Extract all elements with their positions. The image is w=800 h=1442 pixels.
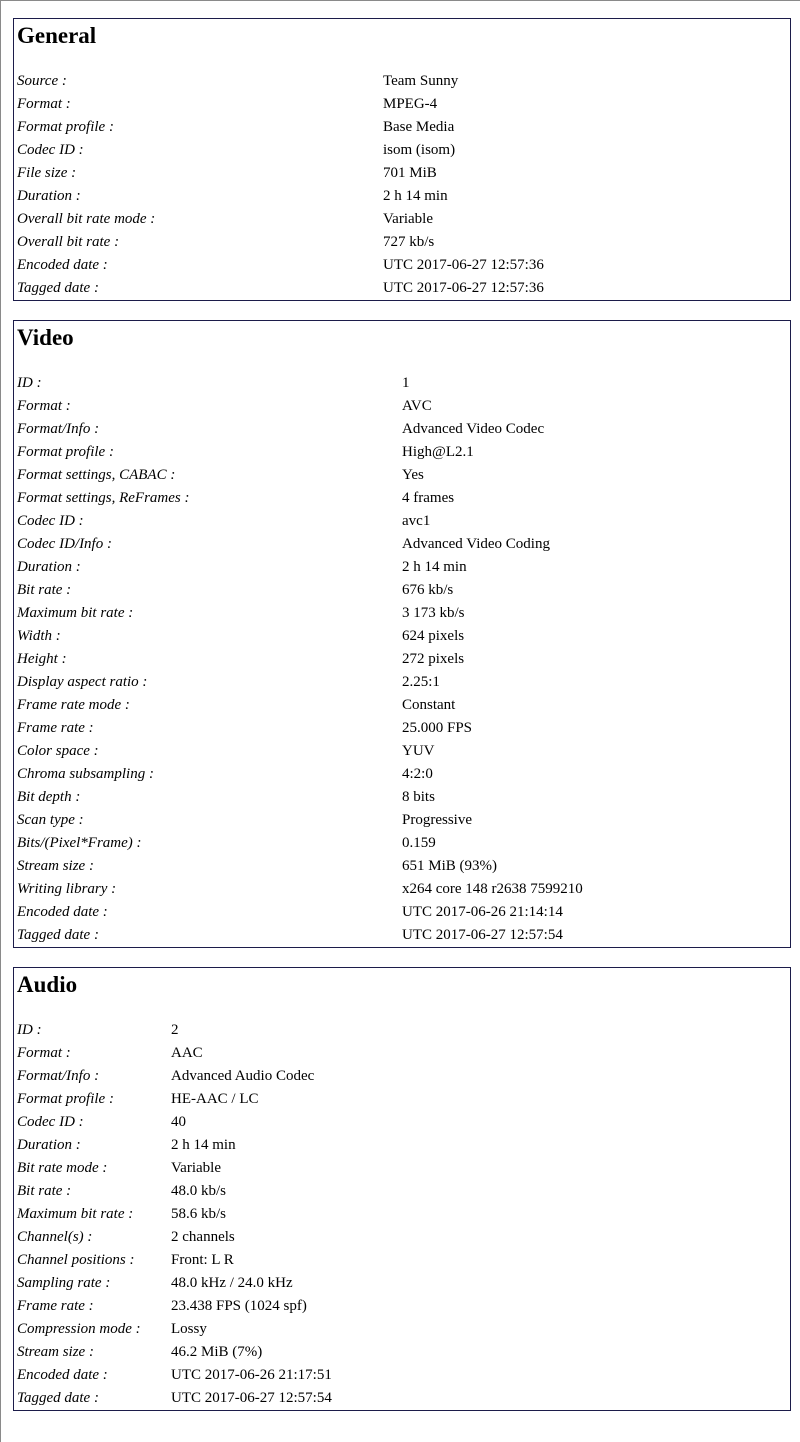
property-value: MPEG-4: [383, 96, 438, 112]
property-value: avc1: [402, 513, 431, 529]
property-label: Source :: [17, 73, 67, 89]
property-value: UTC 2017-06-27 12:57:54: [402, 927, 563, 943]
video-property-row: [17, 855, 790, 878]
property-label: Tagged date :: [17, 927, 99, 943]
audio-property-row: [17, 1341, 790, 1364]
audio-property-row: [17, 1272, 790, 1295]
video-rows: [17, 372, 790, 947]
property-value: Team Sunny: [383, 73, 459, 89]
property-value: 40: [171, 1114, 186, 1130]
property-value: x264 core 148 r2638 7599210: [402, 881, 583, 897]
property-value: 4 frames: [402, 490, 455, 506]
property-value: Lossy: [171, 1321, 207, 1337]
audio-property-row: [17, 1387, 790, 1410]
audio-property-row: [17, 1249, 790, 1272]
video-property-row: [17, 648, 790, 671]
property-value: 701 MiB: [383, 165, 437, 181]
property-label: Format profile :: [17, 1091, 114, 1107]
video-property-row: [17, 395, 790, 418]
property-label: Format profile :: [17, 444, 114, 460]
property-value: Progressive: [402, 812, 472, 828]
audio-property-row: [17, 1203, 790, 1226]
property-label: Compression mode :: [17, 1321, 141, 1337]
video-property-row: [17, 717, 790, 740]
property-label: Frame rate :: [17, 720, 94, 736]
property-value: AVC: [402, 398, 432, 414]
audio-property-row: [17, 1295, 790, 1318]
general-section-title: General: [17, 23, 97, 48]
property-value: 624 pixels: [402, 628, 465, 644]
property-label: Width :: [17, 628, 61, 644]
property-value: UTC 2017-06-27 12:57:54: [171, 1390, 332, 1406]
property-label: Chroma subsampling :: [17, 766, 154, 782]
property-label: Codec ID/Info :: [17, 536, 112, 552]
video-property-row: [17, 441, 790, 464]
property-label: ID :: [17, 1022, 42, 1038]
property-value: 0.159: [402, 835, 436, 851]
property-label: Stream size :: [17, 858, 94, 874]
audio-property-row: [17, 1065, 790, 1088]
video-property-row: [17, 809, 790, 832]
property-label: Overall bit rate :: [17, 234, 120, 250]
property-value: 2 h 14 min: [383, 188, 448, 204]
property-value: isom (isom): [383, 142, 456, 158]
property-label: Sampling rate :: [17, 1275, 111, 1291]
property-value: 2 h 14 min: [402, 559, 467, 575]
property-label: Format/Info :: [17, 1068, 100, 1084]
property-label: Encoded date :: [17, 257, 108, 273]
property-label: Maximum bit rate :: [17, 605, 134, 621]
property-value: 58.6 kb/s: [171, 1206, 227, 1222]
general-property-row: [17, 231, 790, 254]
property-value: 46.2 MiB (7%): [171, 1344, 263, 1360]
video-property-row: [17, 763, 790, 786]
property-label: Stream size :: [17, 1344, 94, 1360]
property-label: Format profile :: [17, 119, 114, 135]
property-value: UTC 2017-06-26 21:14:14: [402, 904, 563, 920]
video-property-row: [17, 533, 790, 556]
property-label: Tagged date :: [17, 1390, 99, 1406]
video-property-row: [17, 740, 790, 763]
property-value: UTC 2017-06-26 21:17:51: [171, 1367, 332, 1383]
property-value: Advanced Video Codec: [402, 421, 545, 437]
property-label: Format/Info :: [17, 421, 100, 437]
property-value: HE-AAC / LC: [171, 1091, 259, 1107]
property-label: Codec ID :: [17, 513, 84, 529]
audio-property-row: [17, 1111, 790, 1134]
property-label: Frame rate :: [17, 1298, 94, 1314]
property-label: Scan type :: [17, 812, 84, 828]
property-label: Bits/(Pixel*Frame) :: [17, 835, 142, 851]
general-property-row: [17, 185, 790, 208]
audio-property-row: [17, 1042, 790, 1065]
property-value: YUV: [402, 743, 435, 759]
general-rows: [17, 70, 790, 300]
property-label: Maximum bit rate :: [17, 1206, 134, 1222]
property-value: 2 channels: [171, 1229, 235, 1245]
property-label: Format :: [17, 1045, 71, 1061]
property-label: Writing library :: [17, 881, 117, 897]
property-value: Front: L R: [171, 1252, 234, 1268]
property-label: Bit rate mode :: [17, 1160, 108, 1176]
property-value: High@L2.1: [402, 444, 474, 460]
property-label: Format :: [17, 96, 71, 112]
property-value: 4:2:0: [402, 766, 433, 782]
property-label: Duration :: [17, 559, 81, 575]
video-property-row: [17, 924, 790, 947]
video-property-row: [17, 418, 790, 441]
property-label: Duration :: [17, 188, 81, 204]
property-value: 3 173 kb/s: [402, 605, 465, 621]
video-section: [13, 320, 791, 948]
property-label: Bit rate :: [17, 1183, 72, 1199]
property-value: 8 bits: [402, 789, 435, 805]
property-value: 2 h 14 min: [171, 1137, 236, 1153]
video-property-row: [17, 556, 790, 579]
property-value: 48.0 kHz / 24.0 kHz: [171, 1275, 293, 1291]
property-label: Tagged date :: [17, 280, 99, 296]
audio-property-row: [17, 1157, 790, 1180]
audio-property-row: [17, 1019, 790, 1042]
property-label: Encoded date :: [17, 904, 108, 920]
property-value: 48.0 kb/s: [171, 1183, 227, 1199]
video-property-row: [17, 878, 790, 901]
property-label: File size :: [17, 165, 77, 181]
property-value: Yes: [402, 467, 424, 483]
property-value: 676 kb/s: [402, 582, 454, 598]
video-property-row: [17, 901, 790, 924]
property-label: Format settings, CABAC :: [17, 467, 176, 483]
video-property-row: [17, 625, 790, 648]
property-value: Advanced Audio Codec: [171, 1068, 315, 1084]
general-property-row: [17, 93, 790, 116]
property-label: Bit depth :: [17, 789, 81, 805]
property-value: 2.25:1: [402, 674, 440, 690]
property-label: Height :: [17, 651, 67, 667]
general-property-row: [17, 254, 790, 277]
property-label: Display aspect ratio :: [17, 674, 148, 690]
property-label: Codec ID :: [17, 142, 84, 158]
property-value: 1: [402, 375, 410, 391]
audio-property-row: [17, 1364, 790, 1387]
property-value: 2: [171, 1022, 179, 1038]
property-label: Format :: [17, 398, 71, 414]
property-value: 727 kb/s: [383, 234, 435, 250]
property-value: 651 MiB (93%): [402, 858, 497, 874]
property-label: Format settings, ReFrames :: [17, 490, 190, 506]
video-property-row: [17, 579, 790, 602]
video-property-row: [17, 464, 790, 487]
audio-property-row: [17, 1180, 790, 1203]
property-value: 23.438 FPS (1024 spf): [171, 1298, 307, 1314]
video-property-row: [17, 694, 790, 717]
property-label: Color space :: [17, 743, 99, 759]
video-property-row: [17, 602, 790, 625]
video-property-row: [17, 372, 790, 395]
video-section-title: Video: [17, 325, 74, 350]
property-value: AAC: [171, 1045, 203, 1061]
property-value: Constant: [402, 697, 456, 713]
property-label: Codec ID :: [17, 1114, 84, 1130]
audio-rows: [17, 1019, 790, 1410]
property-value: 25.000 FPS: [402, 720, 473, 736]
property-value: Advanced Video Coding: [402, 536, 550, 552]
property-label: Channel positions :: [17, 1252, 135, 1268]
general-property-row: [17, 139, 790, 162]
audio-property-row: [17, 1226, 790, 1249]
general-property-row: [17, 162, 790, 185]
general-property-row: [17, 70, 790, 93]
property-value: UTC 2017-06-27 12:57:36: [383, 280, 544, 296]
property-label: Channel(s) :: [17, 1229, 93, 1245]
property-label: Bit rate :: [17, 582, 72, 598]
property-label: Duration :: [17, 1137, 81, 1153]
property-value: Variable: [171, 1160, 221, 1176]
property-label: ID :: [17, 375, 42, 391]
property-value: UTC 2017-06-27 12:57:36: [383, 257, 544, 273]
video-property-row: [17, 671, 790, 694]
property-label: Overall bit rate mode :: [17, 211, 156, 227]
audio-section: [13, 967, 791, 1411]
video-property-row: [17, 487, 790, 510]
audio-property-row: [17, 1134, 790, 1157]
general-property-row: [17, 277, 790, 300]
property-value: Base Media: [383, 119, 455, 135]
property-value: 272 pixels: [402, 651, 465, 667]
audio-property-row: [17, 1318, 790, 1341]
property-value: Variable: [383, 211, 433, 227]
general-property-row: [17, 208, 790, 231]
video-property-row: [17, 786, 790, 809]
audio-section-title: Audio: [17, 972, 78, 997]
video-property-row: [17, 510, 790, 533]
general-property-row: [17, 116, 790, 139]
general-section: [13, 18, 791, 301]
audio-property-row: [17, 1088, 790, 1111]
video-property-row: [17, 832, 790, 855]
property-label: Frame rate mode :: [17, 697, 130, 713]
property-label: Encoded date :: [17, 1367, 108, 1383]
